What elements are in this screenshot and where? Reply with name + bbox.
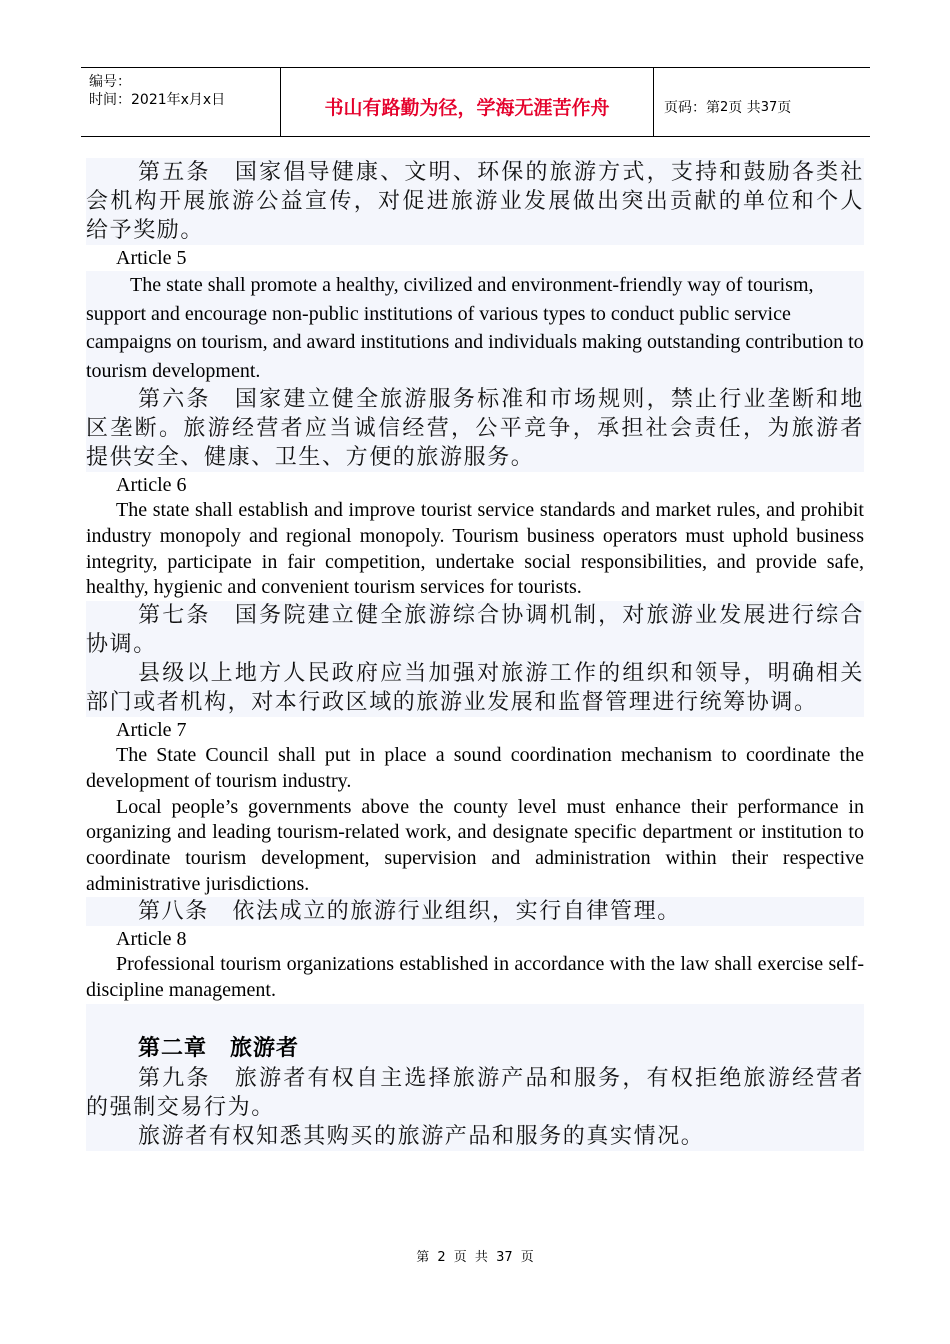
time-label: 时间：2021年x月x日 xyxy=(89,92,226,108)
header-page-info xyxy=(654,68,870,136)
page-header xyxy=(81,67,870,137)
page-number: 2 xyxy=(720,99,729,115)
footer-prefix: 第 xyxy=(416,1250,430,1265)
header-meta xyxy=(81,68,281,136)
page-footer xyxy=(0,1246,950,1265)
footer-suffix: 页 xyxy=(520,1250,534,1265)
footer-page-total: 37 xyxy=(496,1250,513,1265)
article-8-title: Article 8 xyxy=(116,928,187,951)
footer-mid: 页 共 xyxy=(453,1250,488,1265)
page-prefix: 页码：第 xyxy=(664,100,720,116)
article-5-chinese: 第五条 国家倡导健康、文明、环保的旅游方式，支持和鼓励各类社会机构开展旅游公益宣传，对促进旅游业发展做出突出贡献的单位和个人给予奖励。 xyxy=(86,160,864,243)
chapter-2-heading: 第二章 旅游者 xyxy=(86,1034,864,1064)
page-total: 37 xyxy=(760,99,778,115)
header-motto: 书山有路勤为径，学海无涯苦作舟 xyxy=(281,68,654,136)
article-7-english-1: The State Council shall put in place a sound coordination mechanism to coordinate the development of tourism industry. xyxy=(86,744,864,792)
page-mid: 页 共 xyxy=(728,100,761,116)
article-5-english: The state shall promote a healthy, civilized and environment-friendly way of tourism, support and encourage non-public institutions of various types to conduct public service campaigns on tourism, and award institutions and individuals making outstanding contribution to tourism development. xyxy=(86,271,864,385)
article-7-chinese-2: 县级以上地方人民政府应当加强对旅游工作的组织和领导，明确相关部门或者机构，对本行政区域的旅游业发展和监督管理进行统筹协调。 xyxy=(86,661,864,716)
article-7-title: Article 7 xyxy=(116,719,187,742)
serial-label: 编号： xyxy=(89,74,131,90)
article-6-english: The state shall establish and improve tourist service standards and market rules, and prohibit industry monopoly and regional monopoly. Tourism business operators must uphold business integrity, participate in fair competition, undertake social responsibilities, and provide safe, healthy, hygienic and convenient tourism services for tourists. xyxy=(86,499,864,599)
article-9-chinese-1: 第九条 旅游者有权自主选择旅游产品和服务，有权拒绝旅游经营者的强制交易行为。 xyxy=(86,1065,864,1120)
article-6-title: Article 6 xyxy=(116,474,187,497)
footer-page-number: 2 xyxy=(437,1250,446,1265)
article-7-english-2: Local people’s governments above the county level must enhance their performance in organizing and leading tourism-related work, and designate specific department or institution to coordinate tourism development, supervision and administration within their respective administrative jurisdictions. xyxy=(86,795,864,895)
document-body xyxy=(86,158,864,1151)
article-8-english: Professional tourism organizations established in accordance with the law shall exercise self-discipline management. xyxy=(86,953,864,1002)
page-suffix: 页 xyxy=(777,100,792,116)
article-7-chinese-1: 第七条 国务院建立健全旅游综合协调机制，对旅游业发展进行综合协调。 xyxy=(86,603,864,658)
article-5-title: Article 5 xyxy=(116,247,187,269)
article-6-chinese: 第六条 国家建立健全旅游服务标准和市场规则，禁止行业垄断和地区垄断。旅游经营者应当诚信经营，公平竞争，承担社会责任，为旅游者提供安全、健康、卫生、方便的旅游服务。 xyxy=(86,387,864,471)
spacer-block xyxy=(86,1004,864,1034)
article-9-chinese-2: 旅游者有权知悉其购买的旅游产品和服务的真实情况。 xyxy=(86,1122,864,1151)
article-8-chinese: 第八条 依法成立的旅游行业组织，实行自律管理。 xyxy=(86,897,864,926)
